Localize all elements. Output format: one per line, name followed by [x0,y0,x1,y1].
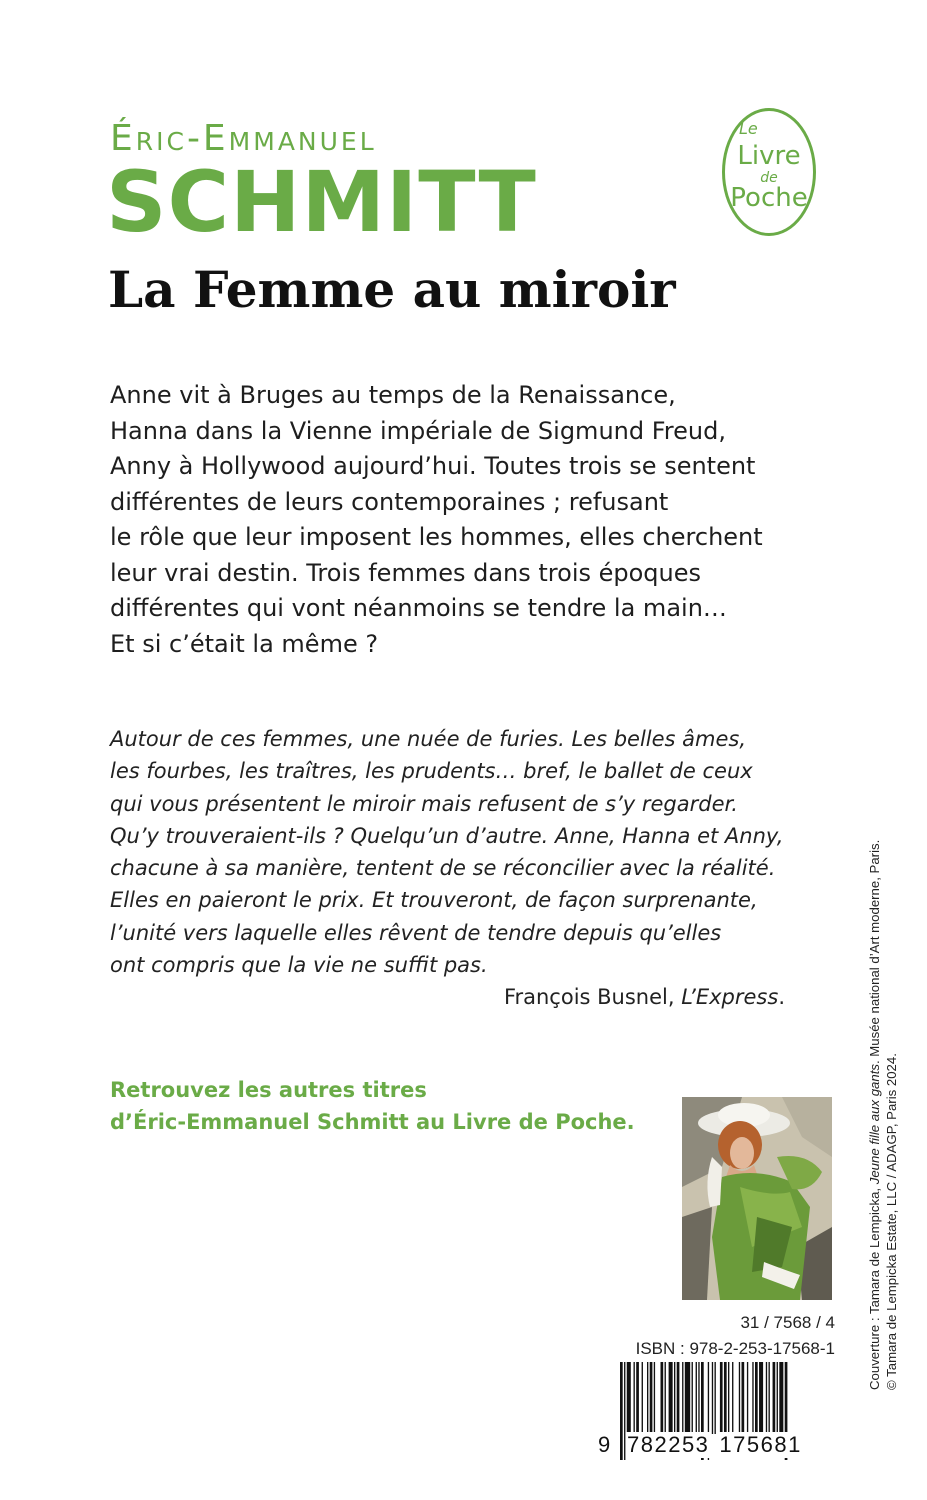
livre-de-poche-logo [722,108,816,236]
isbn: ISBN : 978-2-253-17568-1 [635,1339,835,1358]
barcode-bar [720,1362,723,1434]
barcode-bar [742,1362,745,1434]
barcode-bar [739,1362,740,1434]
barcode-bar [665,1362,666,1434]
cover-painting [682,1097,832,1300]
barcode-bar [654,1362,655,1434]
barcode-bar [634,1362,635,1434]
barcode-bar [732,1362,733,1434]
barcode-bar [752,1362,753,1434]
catalog-reference: 31 / 7568 / 4 [740,1313,835,1332]
logo-line-4: Poche [730,183,808,213]
barcode-bar [685,1362,690,1434]
summary-line: Anny à Hollywood aujourd’hui. Toutes trois se sentent [110,452,756,480]
credits-line-1-a: Couverture : Tamara de Lempicka, [867,1184,882,1390]
barcode-first-digit: 9 [598,1432,611,1457]
barcode-bar [715,1362,716,1434]
barcode-bar [696,1362,697,1434]
author-last-name: SCHMITT [106,153,537,251]
summary-line: le rôle que leur imposent les hommes, elles cherchent [110,523,763,551]
barcode-group-1: 782253 [627,1432,710,1457]
review-quote [110,723,800,981]
barcode-bar [682,1362,683,1434]
quote-source-publication: L’Express [681,985,779,1009]
barcode-bar [692,1362,693,1434]
barcode-bar [661,1362,664,1434]
quote-line: chacune à sa manière, tentent de se réconcilier avec la réalité. [110,856,776,881]
barcode-bar [698,1362,699,1434]
summary-line: différentes qui vont néanmoins se tendre la main… [110,594,727,622]
barcode-bar [728,1362,729,1434]
summary-line: leur vrai destin. Trois femmes dans trois époques [110,558,702,587]
barcode-bar [669,1362,673,1434]
barcode-bar [642,1362,643,1434]
book-title: La Femme au miroir [108,260,676,319]
barcode-bar [755,1362,758,1434]
barcode-group-2: 175681 [719,1432,802,1457]
barcode-bar [712,1362,713,1434]
summary-line: Anne vit à Bruges au temps de la Renaissance, [110,381,676,409]
quote-line: qui vous présentent le miroir mais refusent de s’y regarder. [110,791,738,816]
quote-line: Qu’y trouveraient-ils ? Quelqu’un d’autre. Anne, Hanna et Anny, [110,823,784,848]
credits-line-1-b: . Musée national d’Art moderne, Paris. [867,839,882,1065]
quote-source-author: François Busnel, [503,985,675,1009]
barcode-bar [636,1362,639,1434]
barcode-bar [650,1362,653,1434]
cover-credits [866,840,900,1390]
barcode-bar [724,1362,727,1434]
logo-line-3: de [760,170,778,186]
quote-line: l’unité vers laquelle elles rêvent de tendre depuis qu’elles [110,920,722,945]
quote-line: Autour de ces femmes, une nuée de furies. Les belles âmes, [110,727,747,751]
quote-line: les fourbes, les traîtres, les prudents… bref, le ballet de ceux [110,759,753,784]
promo-text [110,1074,635,1138]
quote-source-end: . [778,985,785,1009]
summary-paragraph [110,378,810,662]
barcode-bar [674,1362,675,1434]
credits-line-2: © Tamara de Lempicka Estate, LLC / ADAGP, Paris 2024. [884,1053,899,1390]
barcode-bar [677,1362,680,1434]
barcode-bar [779,1362,783,1434]
summary-line: différentes de leurs contemporaines ; refusant [110,487,669,516]
credits-line-1 [866,840,883,1390]
barcode-bar [769,1362,770,1434]
logo-line-2: Livre [737,141,801,171]
quote-source [504,985,785,1009]
promo-line: Retrouvez les autres titres [110,1078,427,1102]
promo-line: d’Éric-Emmanuel Schmitt au Livre de Poche. [110,1110,635,1134]
barcode-bar [773,1362,776,1434]
barcode-bar [759,1362,763,1434]
credits-work-title: Jeune fille aux gants [867,1064,882,1185]
barcode-bar [627,1362,631,1434]
summary-line: Et si c’était la même ? [110,629,379,658]
barcode-bar [777,1362,778,1434]
barcode-digits [598,1432,838,1458]
logo-line-1: Le [739,119,758,138]
quote-line: ont compris que la vie ne suffit pas. [110,953,488,978]
barcode-bar [766,1362,767,1434]
author-first-name: Éric-Emmanuel [110,118,377,159]
quote-line: Elles en paieront le prix. Et trouveront, de façon surprenante, [110,888,758,913]
codes-block [636,1310,835,1362]
barcode-bar [747,1362,748,1434]
barcode-bar [647,1362,648,1434]
summary-line: Hanna dans la Vienne impériale de Sigmund Freud, [110,416,726,445]
